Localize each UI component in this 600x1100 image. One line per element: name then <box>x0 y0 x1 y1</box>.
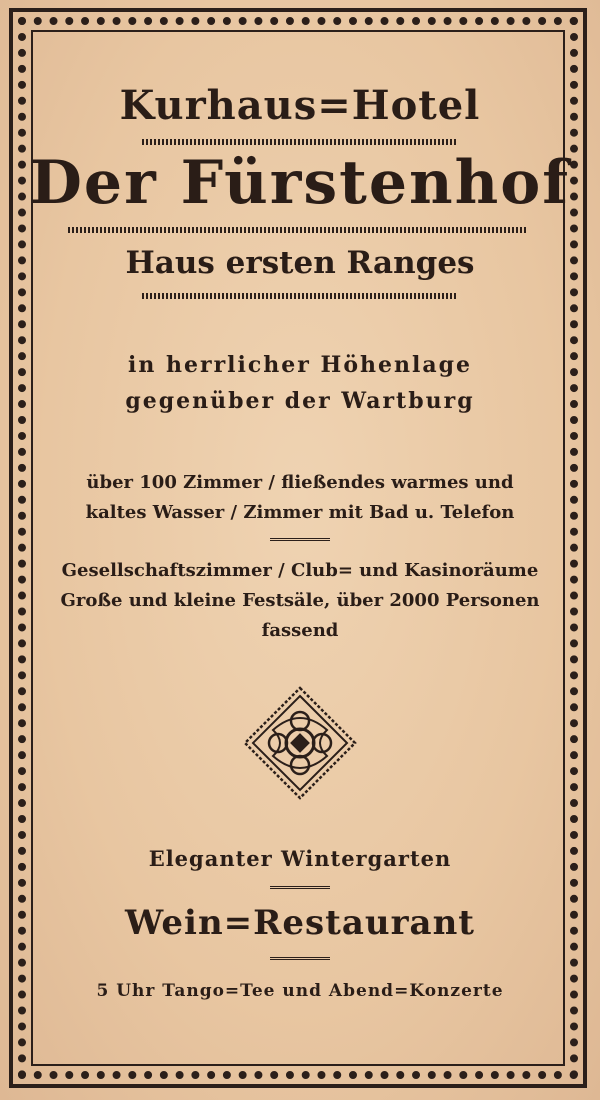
diamond-knot-ornament-icon <box>243 686 357 800</box>
small-divider <box>270 538 330 541</box>
wintergarden-line: Eleganter Wintergarten <box>148 846 452 871</box>
small-divider <box>270 957 330 960</box>
hotel-type-heading: Kurhaus=Hotel <box>119 82 481 129</box>
feature-line-2: kaltes Wasser / Zimmer mit Bad u. Telefon <box>85 502 515 523</box>
location-line-1: in herrlicher Höhenlage <box>128 352 472 378</box>
feature-line-1: über 100 Zimmer / fließendes warmes und <box>86 472 514 493</box>
feature-line-5: fassend <box>261 620 339 641</box>
hotel-rank-subtitle: Haus ersten Ranges <box>125 245 475 281</box>
hatched-divider <box>142 293 458 299</box>
feature-line-4: Große und kleine Festsäle, über 2000 Personen <box>60 590 540 611</box>
location-line-2: gegenüber der Wartburg <box>125 388 475 414</box>
hotel-name-title: Der Fürstenhof <box>29 148 571 218</box>
hatched-divider <box>142 139 458 145</box>
feature-line-3: Gesellschaftszimmer / Club= und Kasinoräume <box>61 560 539 581</box>
wine-restaurant-heading: Wein=Restaurant <box>124 903 476 943</box>
hatched-divider <box>68 227 528 233</box>
concerts-line: 5 Uhr Tango=Tee und Abend=Konzerte <box>96 981 504 1001</box>
small-divider <box>270 886 330 889</box>
